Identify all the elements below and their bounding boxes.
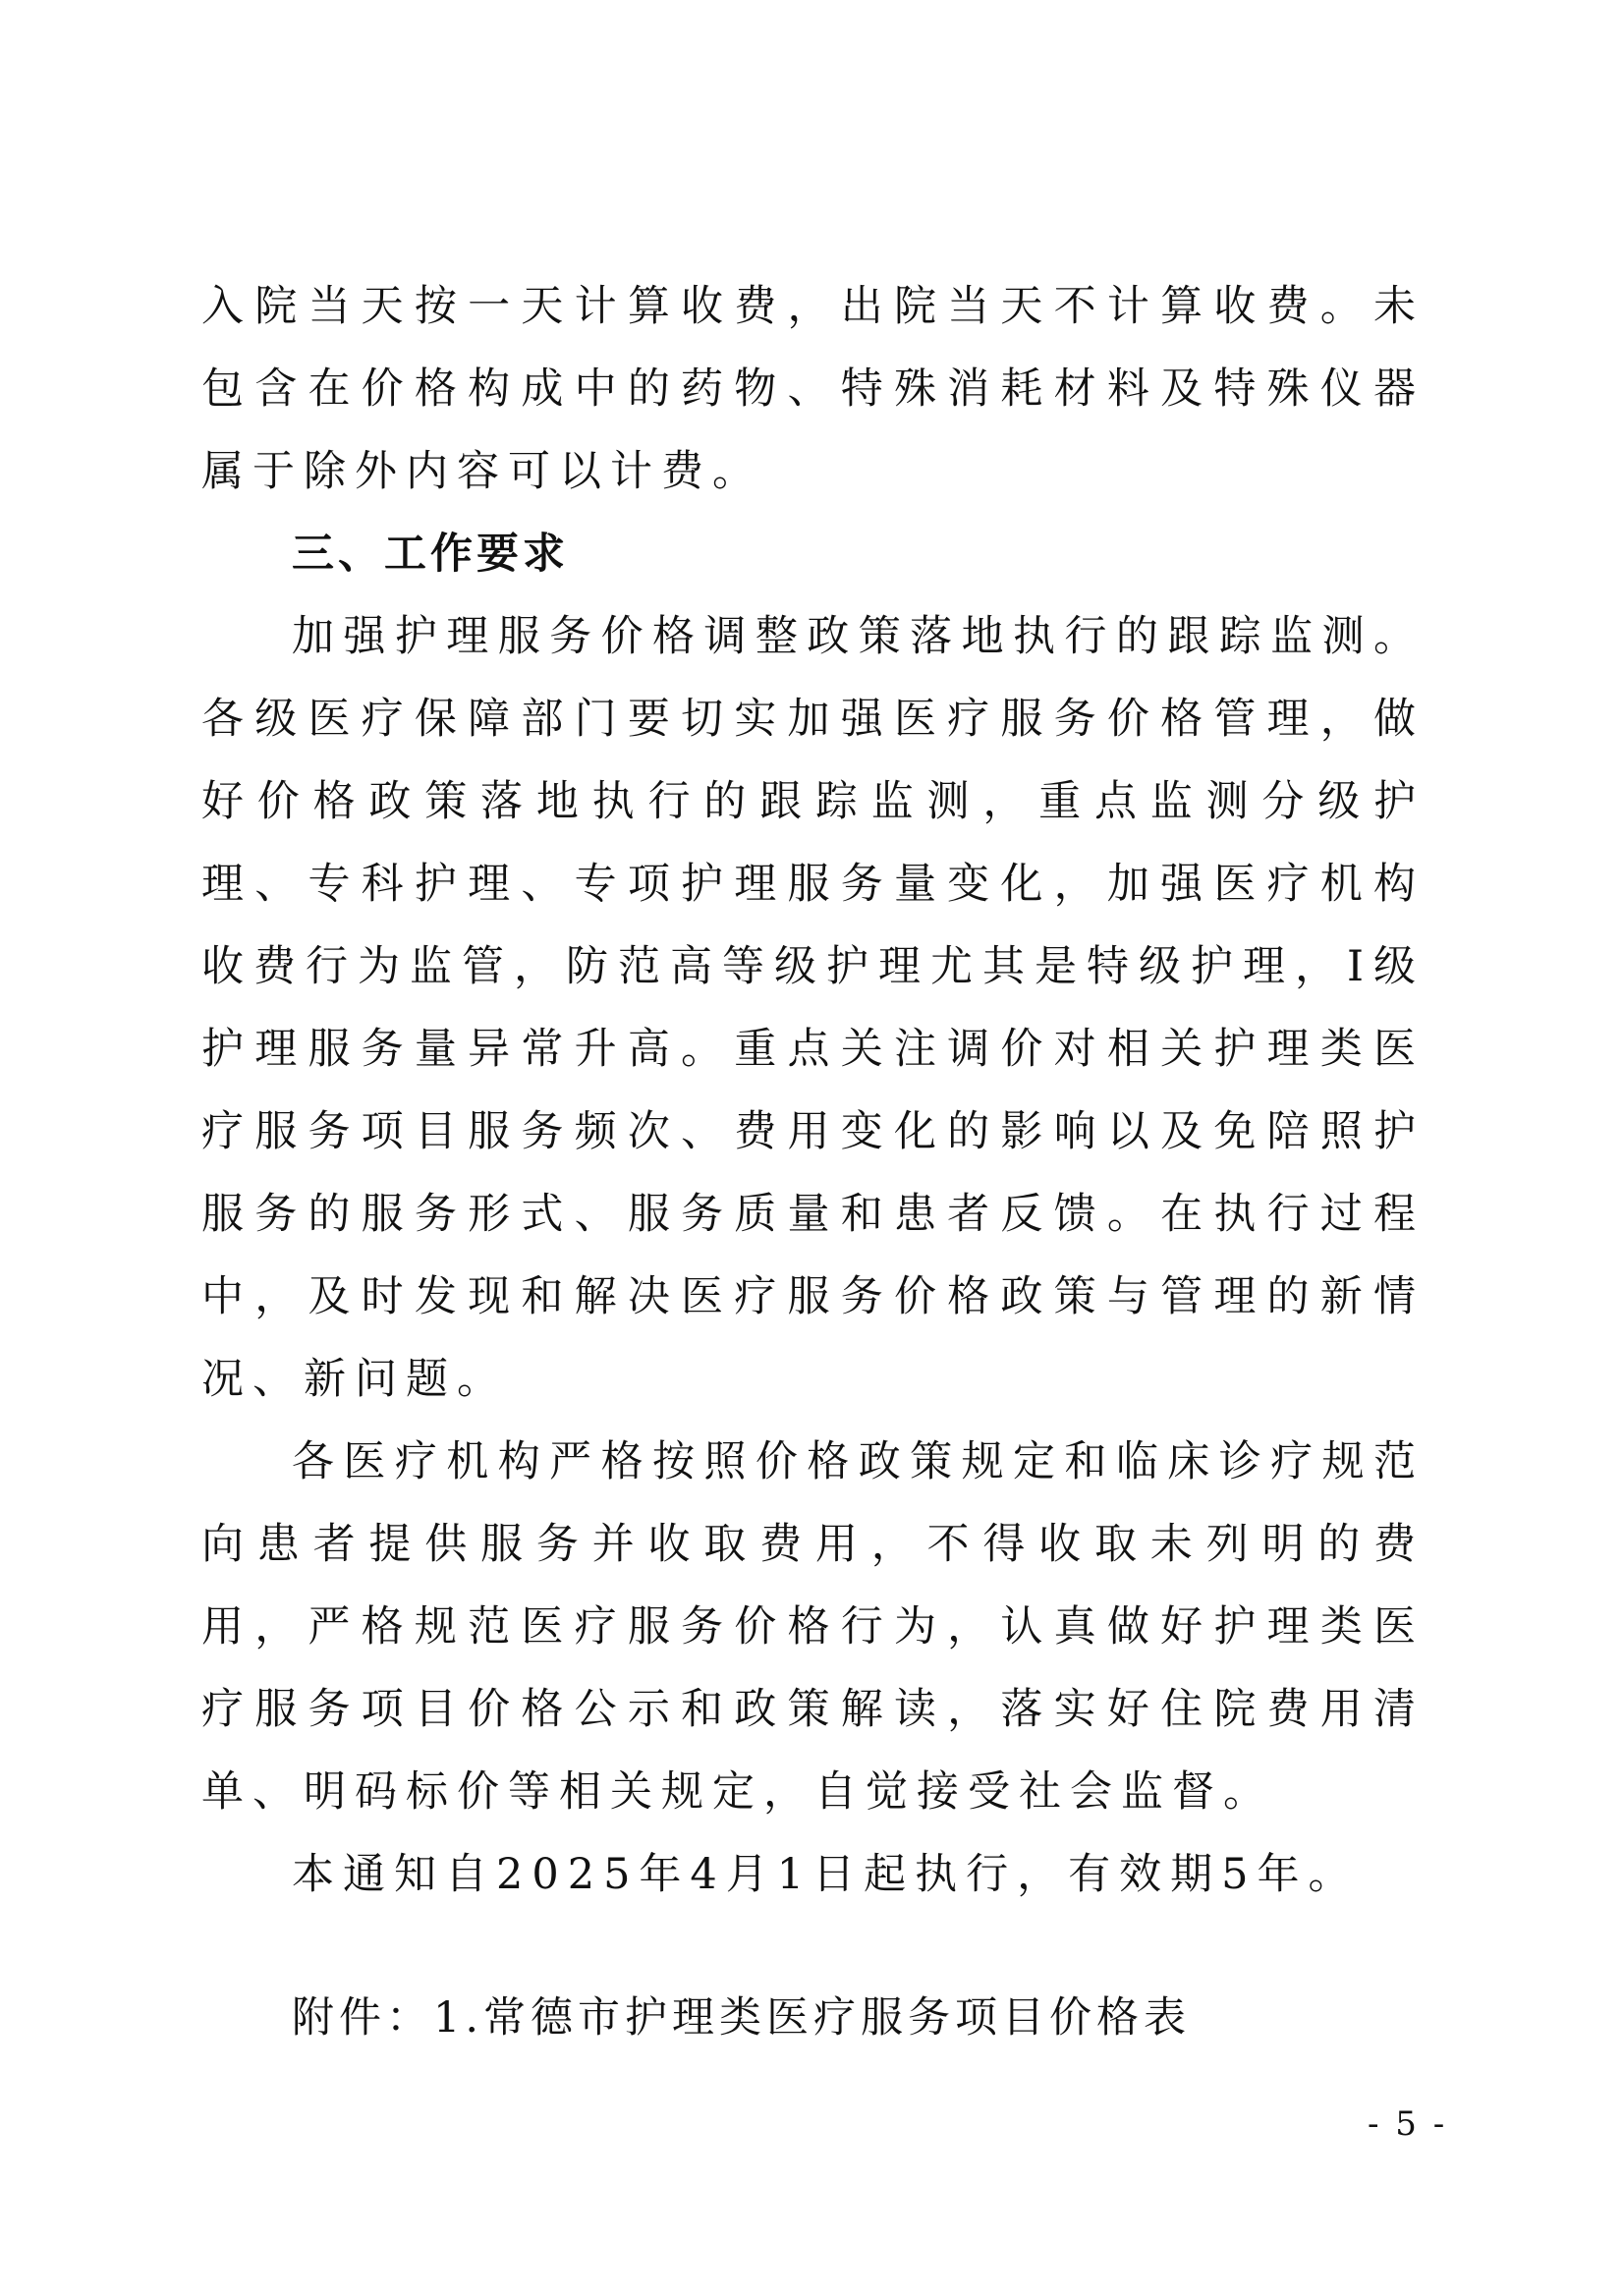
paragraph-effective-date: 本通知自2025年4月1日起执行，有效期5年。	[292, 1850, 1360, 1899]
paragraph-monitoring: 加强护理服务价格调整政策落地执行的跟踪监测。各级医疗保障部门要切实加强医疗服务价格管理，做好价格政策落地执行的跟踪监测，重点监测分级护理、专科护理、专项护理服务量变化，加强医疗机构收费行为监管，防范高等级护理尤其是特级护理，I级护理服务量异常升高。重点关注调价对相关护理类医疗服务项目服务频次、费用变化的影响以及免陪照护服务的服务形式、服务质量和患者反馈。在执行过程中，及时发现和解决医疗服务价格政策与管理的新情况、新问题。	[201, 612, 1425, 1404]
page-number: - 5 -	[1368, 2104, 1448, 2144]
section-heading-work-requirements: 三、工作要求	[292, 530, 569, 579]
document-body	[201, 265, 1425, 1916]
attachment-line: 附件：1.常德市护理类医疗服务项目价格表	[292, 1993, 1192, 2043]
paragraph-institution-obligations: 各医疗机构严格按照价格政策规定和临床诊疗规范向患者提供服务并收取费用，不得收取未列明的费用，严格规范医疗服务价格行为，认真做好护理类医疗服务项目价格公示和政策解读，落实好住院费用清单、明码标价等相关规定，自觉接受社会监督。	[201, 1437, 1425, 1817]
paragraph-billing-rules: 入院当天按一天计算收费，出院当天不计算收费。未包含在价格构成中的药物、特殊消耗材料及特殊仪器属于除外内容可以计费。	[201, 282, 1425, 496]
